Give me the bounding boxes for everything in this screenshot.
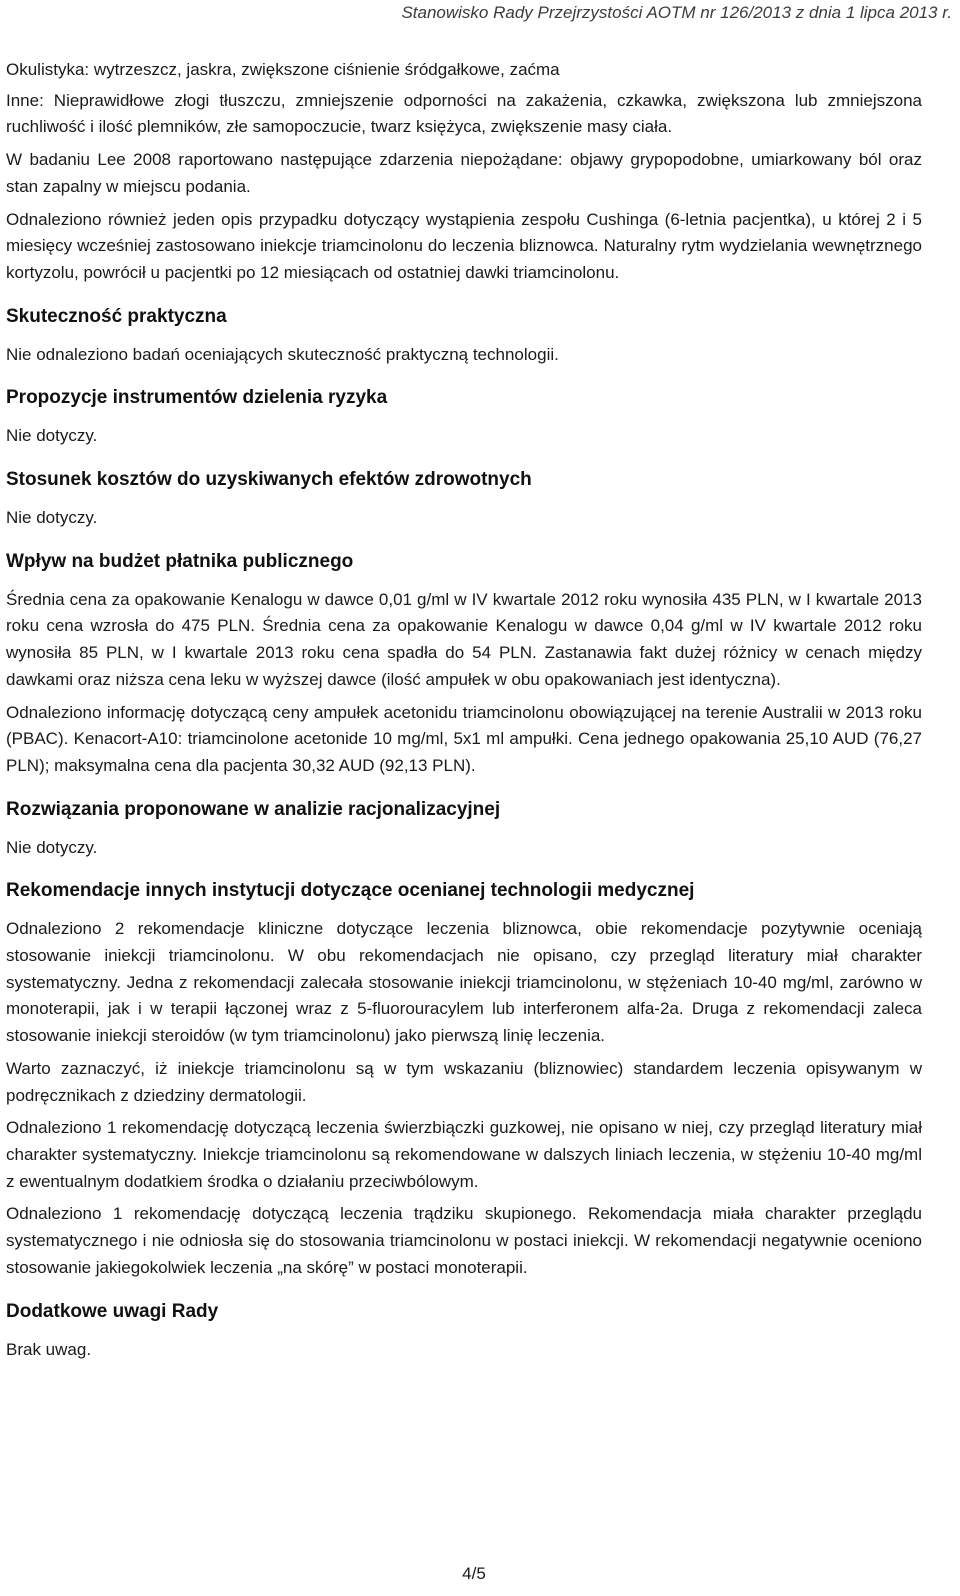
paragraph-cushing: Odnaleziono również jeden opis przypadku dotyczący wystąpienia zespołu Cushinga (6-letnia pacjentka), u której 2 i 5 miesięcy wcześniej zastosowano iniekcje triamcinolonu do leczenia bliznowca. Naturalny rytm wydzielania wewnętrznego kortyzolu, powrócił u pacjentki po 12 miesiącach od ostatniej dawki triamcinolonu. <box>6 209 922 282</box>
paragraph-inne: Inne: Nieprawidłowe złogi tłuszczu, zmniejszenie odporności na zakażenia, czkawka, zwiększona lub zmniejszona ruchliwość i ilość plemników, złe samopoczucie, twarz księżyca, zwiększenie masy ciała. <box>6 90 922 137</box>
paragraph-rekomendacje-standard: Warto zaznaczyć, iż iniekcje triamcinolonu są w tym wskazaniu (bliznowiec) standardem leczenia opisywanym w podręcznikach z dziedziny dermatologii. <box>6 1058 922 1105</box>
heading-uwagi: Dodatkowe uwagi Rady <box>6 1300 219 1322</box>
heading-rozwiazania: Rozwiązania proponowane w analizie racjonalizacyjnej <box>6 798 501 820</box>
paragraph-uwagi: Brak uwag. <box>6 1339 92 1359</box>
paragraph-ryzyko: Nie dotyczy. <box>6 426 98 446</box>
running-header: Stanowisko Rady Przejrzystości AOTM nr 126/2013 z dnia 1 lipca 2013 r. <box>401 3 952 22</box>
heading-ryzyko: Propozycje instrumentów dzielenia ryzyka <box>6 387 388 409</box>
paragraph-rozwiazania: Nie dotyczy. <box>6 837 98 857</box>
page-number: 4/5 <box>462 1564 486 1583</box>
heading-rekomendacje: Rekomendacje innych instytucji dotyczące ocenianej technologii medycznej <box>6 880 695 902</box>
paragraph-budzet-ceny-kenalog: Średnia cena za opakowanie Kenalogu w dawce 0,01 g/ml w IV kwartale 2012 roku wynosiła 435 PLN, w I kwartale 2013 roku cena wzrosła do 475 PLN. Średnia cena za opakowanie Kenalogu w dawce 0,04 g/ml w IV kwartale 2012 roku wynosiła 85 PLN, w I kwartale 2013 roku cena spadła do 54 PLN. Zastanawia fakt dużej różnicy w cenach między dawkami oraz niższa cena leku w wyższej dawce (ilość ampułek w obu opakowaniach jest identyczna). <box>6 589 922 689</box>
paragraph-koszty: Nie dotyczy. <box>6 508 98 528</box>
document-body <box>6 57 922 1369</box>
paragraph-rekomendacje-bliznowiec: Odnaleziono 2 rekomendacje kliniczne dotyczące leczenia bliznowca, obie rekomendacje pozytywnie oceniają stosowanie iniekcji triamcinolonu. W obu rekomendacjach nie opisano, czy przegląd literatury miał charakter systematyczny. Jedna z rekomendacji zalecała stosowanie iniekcji triamcinolonu, w stężeniach 10-40 mg/ml, zarówno w monoterapii, jak i w terapii łączonej wraz z 5-fluorouracylem lub interferonem alfa-2a. Druga z rekomendacji zaleca stosowanie iniekcji steroidów (w tym triamcinolonu) jako pierwszą linię leczenia. <box>6 919 922 1046</box>
heading-budzet: Wpływ na budżet płatnika publicznego <box>6 550 354 572</box>
heading-skutecznosc: Skuteczność praktyczna <box>6 305 227 327</box>
paragraph-rekomendacje-tradzik: Odnaleziono 1 rekomendację dotyczącą leczenia trądziku skupionego. Rekomendacja miała charakter przeglądu systematycznego i nie odniosła się do stosowania triamcinolonu w postaci iniekcji. W rekomendacji negatywnie oceniono stosowanie jakiegokolwiek leczenia „na skórę” w postaci monoterapii. <box>6 1204 922 1277</box>
paragraph-rekomendacje-swierzbiaczka: Odnaleziono 1 rekomendację dotyczącą leczenia świerzbiączki guzkowej, nie opisano w niej, czy przegląd literatury miał charakter systematyczny. Iniekcje triamcinolonu są rekomendowane w dalszych liniach leczenia, w stężeniu 10-40 mg/ml z ewentualnym dodatkiem środka o działaniu przeciwbólowym. <box>6 1118 922 1191</box>
paragraph-lee: W badaniu Lee 2008 raportowano następujące zdarzenia niepożądane: objawy grypopodobne, umiarkowany ból oraz stan zapalny w miejscu podania. <box>6 150 922 196</box>
paragraph-okulistyka: Okulistyka: wytrzeszcz, jaskra, zwiększone ciśnienie śródgałkowe, zaćma <box>6 60 560 79</box>
paragraph-budzet-australia: Odnaleziono informację dotyczącą ceny ampułek acetonidu triamcinolonu obowiązującej na terenie Australii w 2013 roku (PBAC). Kenacort-A10: triamcinolone acetonide 10 mg/ml, 5x1 ml ampułki. Cena jednego opakowania 25,10 AUD (76,27 PLN); maksymalna cena dla pacjenta 30,32 AUD (92,13 PLN). <box>6 702 922 775</box>
heading-koszty: Stosunek kosztów do uzyskiwanych efektów zdrowotnych <box>6 469 532 491</box>
paragraph-skutecznosc: Nie odnaleziono badań oceniających skuteczność praktyczną technologii. <box>6 344 559 364</box>
